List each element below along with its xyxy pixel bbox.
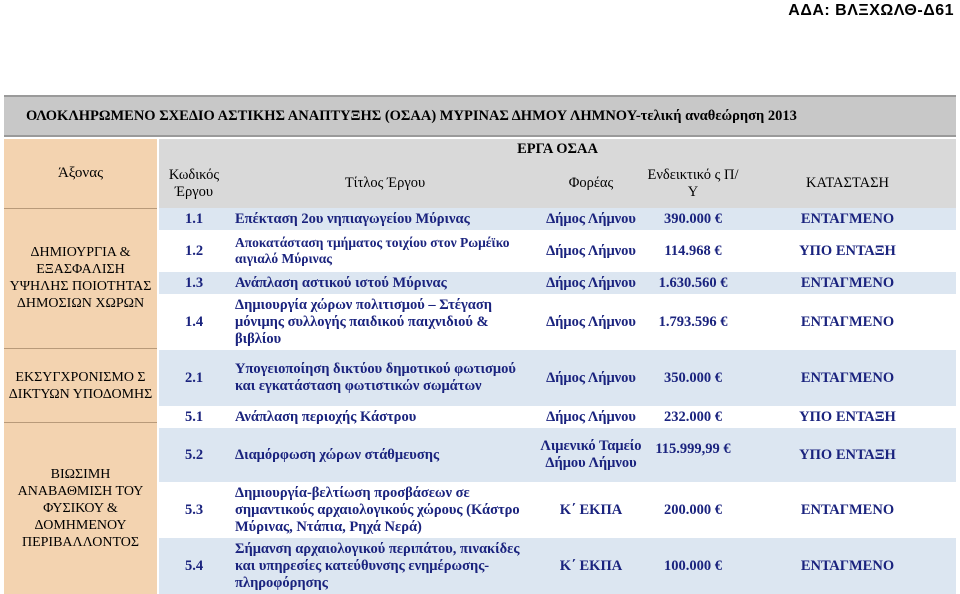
row-status: ΕΝΤΑΓΜΕΝΟ <box>800 557 895 574</box>
row-title: Επέκταση 2ου νηπιαγωγείου Μύρινας <box>235 210 470 227</box>
row-body: Δήμος Λήμνου <box>546 210 636 227</box>
row-status: ΥΠΟ ΕΝΤΑΞΗ <box>799 242 896 259</box>
row-budget: 232.000 € <box>664 408 722 425</box>
row-code: 5.1 <box>184 408 204 425</box>
table-row <box>159 482 956 538</box>
row-body: Δήμος Λήμνου <box>546 408 636 425</box>
row-title: Ανάπλαση περιοχής Κάστρου <box>235 408 417 425</box>
table-row <box>159 350 956 406</box>
ada-stamp: ΑΔΑ: ΒΛΞΧΩΛΘ-Δ61 <box>788 2 954 19</box>
row-title: Δημιουργία-βελτίωση προσβάσεων σε σημαντικούς αρχαιολογικούς χώρους (Κάστρο Μύρινας, Ντάπια, Ρηχά Νερά) <box>235 484 520 535</box>
row-code: 5.3 <box>184 501 204 518</box>
header-status: ΚΑΤΑΣΤΑΣΗ <box>805 175 890 191</box>
document-title: ΟΛΟΚΛΗΡΩΜΕΝΟ ΣΧΕΔΙΟ ΑΣΤΙΚΗΣ ΑΝΑΠΤΥΞΗΣ (ΟΣΑΑ) ΜΥΡΙΝΑΣ ΔΗΜΟΥ ΛΗΜΝΟΥ-τελική αναθεώρηση 2013 <box>4 95 956 137</box>
row-code: 1.1 <box>184 210 204 227</box>
row-status: ΥΠΟ ΕΝΤΑΞΗ <box>799 408 896 425</box>
row-code: 2.1 <box>184 369 204 386</box>
table-row <box>159 428 956 482</box>
row-budget: 115.999,99 € <box>655 440 731 457</box>
row-code: 5.2 <box>184 446 204 463</box>
row-title: Υπογειοποίηση δικτύου δημοτικού φωτισμού και εγκατάσταση φωτιστικών σωμάτων <box>235 361 516 394</box>
row-budget: 350.000 € <box>664 369 722 386</box>
row-status: ΕΝΤΑΓΜΕΝΟ <box>800 313 895 330</box>
row-body: Δήμος Λήμνου <box>546 274 636 291</box>
row-body: Δήμος Λήμνου <box>546 313 636 330</box>
row-budget: 390.000 € <box>664 210 722 227</box>
header-budget: Ενδεικτικό ς Π/Υ <box>647 166 739 200</box>
row-budget: 200.000 € <box>664 501 722 518</box>
column-headers <box>159 159 956 208</box>
projects-table <box>4 139 956 594</box>
header-body: Φορέας <box>568 175 614 191</box>
row-budget: 114.968 € <box>664 242 722 259</box>
row-status: ΕΝΤΑΓΜΕΝΟ <box>800 501 895 518</box>
row-body: Λιμενικό Ταμείο Δήμου Λήμνου <box>540 438 642 471</box>
row-title: Αποκατάσταση τμήματος τοιχίου στον Ρωμέϊκο αιγιαλό Μύρινας <box>235 235 510 266</box>
row-code: 1.2 <box>184 242 204 259</box>
axon-3: ΒΙΩΣΙΜΗ ΑΝΑΒΑΘΜΙΣΗ ΤΟΥ ΦΥΣΙΚΟΥ & ΔΟΜΗΜΕΝΟΥ ΠΕΡΙΒΑΛΛΟΝΤΟΣ <box>17 467 144 550</box>
row-title: Ανάπλαση αστικού ιστού Μύρινας <box>235 274 447 291</box>
table-row <box>159 294 956 350</box>
row-title: Δημιουργία χώρων πολιτισμού – Στέγαση μόνιμης συλλογής παιδικού παιχνιδιού & βιβλίου <box>235 296 492 347</box>
row-budget: 100.000 € <box>664 557 722 574</box>
table-row <box>159 272 956 294</box>
table-row <box>159 538 956 594</box>
row-status: ΕΝΤΑΓΜΕΝΟ <box>800 274 895 291</box>
table-row <box>159 406 956 428</box>
header-title: Τίτλος Έργου <box>344 175 426 191</box>
table-row <box>159 230 956 272</box>
row-title: Σήμανση αρχαιολογικού περιπάτου, πινακίδες και υπηρεσίες κατεύθυνσης ενημέρωσης-πληροφόρησης <box>235 540 520 591</box>
axon-2: ΕΚΣΥΓΧΡΟΝΙΣΜΟ Σ ΔΙΚΤΥΩΝ ΥΠΟΔΟΜΗΣ <box>4 349 157 423</box>
row-code: 1.4 <box>184 313 204 330</box>
section-title: ΕΡΓΑ ΟΣΑΑ <box>159 139 956 159</box>
row-status: ΕΝΤΑΓΜΕΝΟ <box>800 210 895 227</box>
row-status: ΥΠΟ ΕΝΤΑΞΗ <box>799 446 896 463</box>
header-axon: Άξονας <box>4 139 157 209</box>
axon-1: ΔΗΜΙΟΥΡΓΙΑ & ΕΞΑΣΦΑΛΙΣΗ ΥΨΗΛΗΣ ΠΟΙΟΤΗΤΑΣ ΔΗΜΟΣΙΩΝ ΧΩΡΩΝ <box>4 208 157 349</box>
header-code: Κωδικός Έργου <box>168 166 220 200</box>
row-budget: 1.793.596 € <box>658 313 728 330</box>
row-code: 1.3 <box>184 274 204 291</box>
row-body: Δήμος Λήμνου <box>546 242 636 259</box>
row-title: Διαμόρφωση χώρων στάθμευσης <box>235 446 440 463</box>
row-budget: 1.630.560 € <box>658 274 728 291</box>
row-status: ΕΝΤΑΓΜΕΝΟ <box>800 369 895 386</box>
row-body: Κ΄ ΕΚΠΑ <box>559 501 623 518</box>
row-body: Κ΄ ΕΚΠΑ <box>559 557 623 574</box>
row-code: 5.4 <box>184 557 204 574</box>
table-row <box>159 208 956 230</box>
row-body: Δήμος Λήμνου <box>546 369 636 386</box>
